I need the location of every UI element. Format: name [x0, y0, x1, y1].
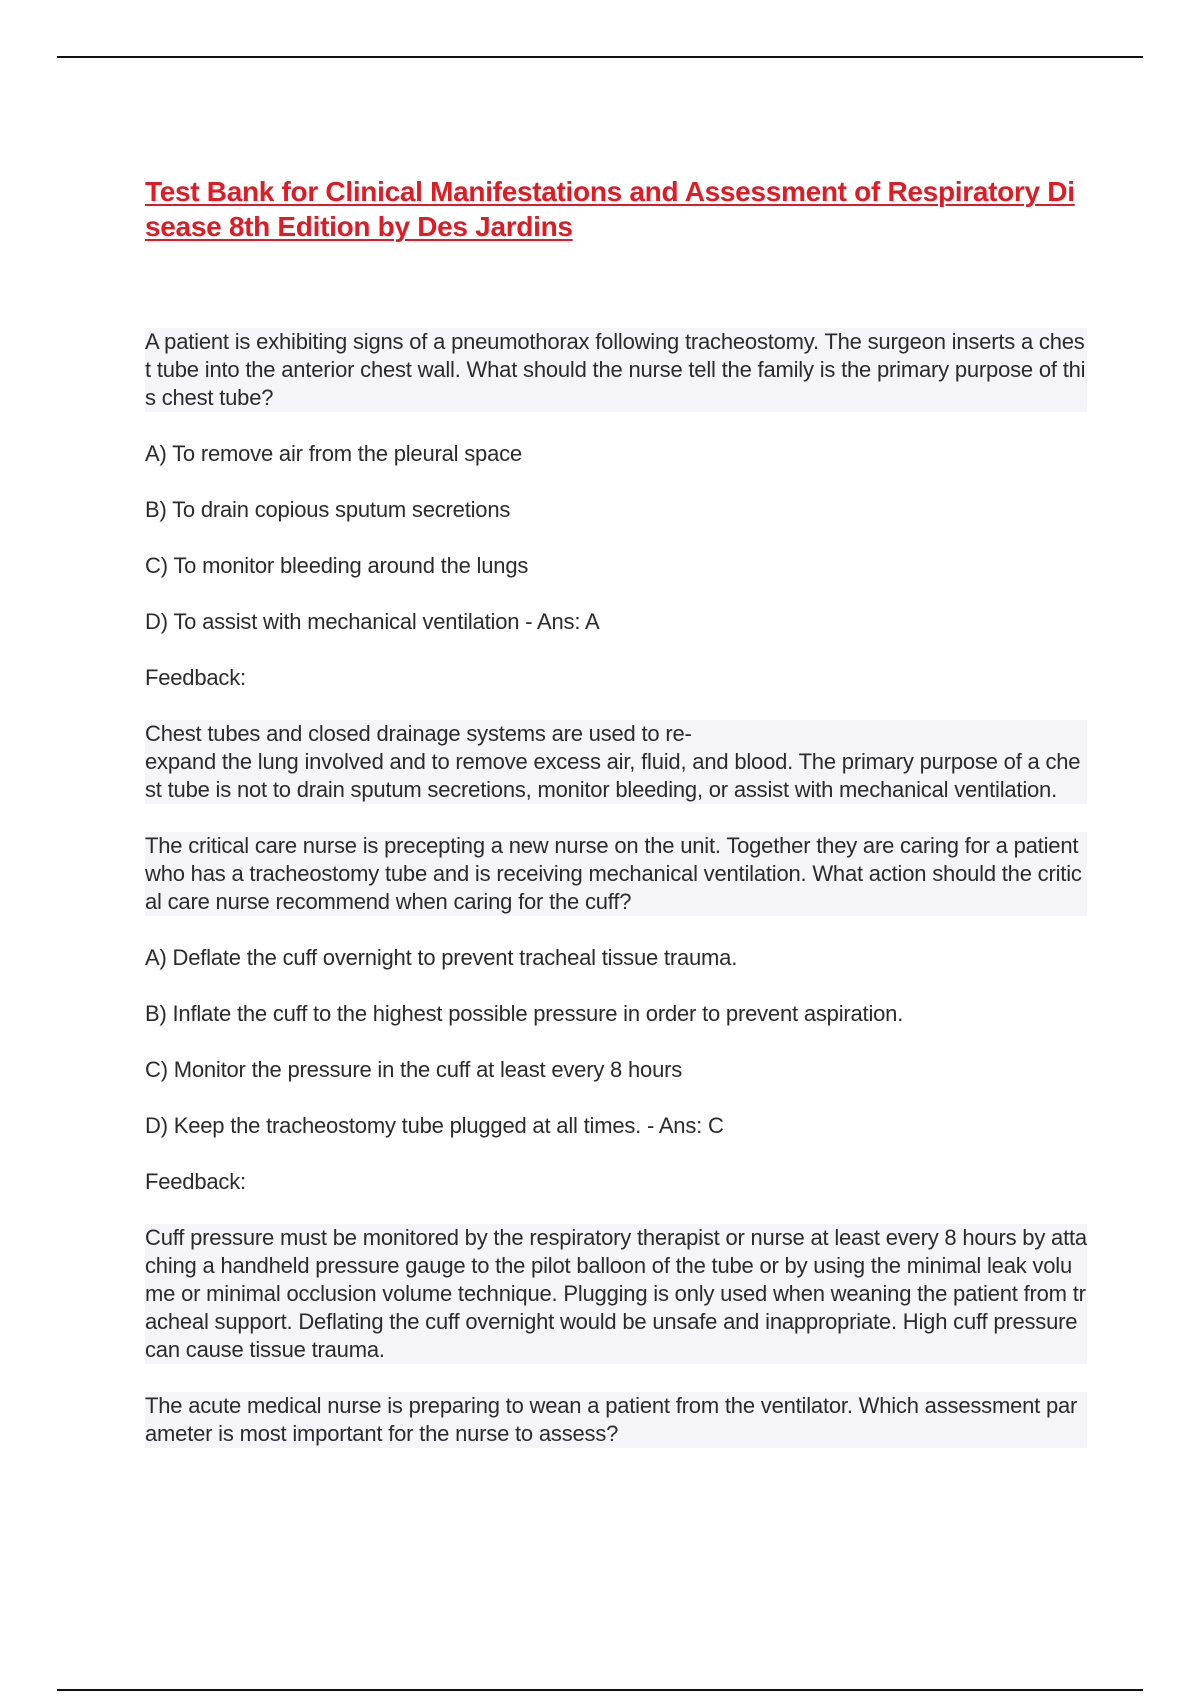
question-1-feedback-line-1: Chest tubes and closed drainage systems are used to re- [145, 721, 692, 746]
question-2-feedback-label: Feedback: [145, 1169, 246, 1194]
question-2-option-c: C) Monitor the pressure in the cuff at least every 8 hours [145, 1057, 683, 1082]
question-2-option-d: D) Keep the tracheostomy tube plugged at all times. - Ans: C [145, 1113, 724, 1138]
question-2-feedback-text: Cuff pressure must be monitored by the respiratory therapist or nurse at least every 8 hours by attaching a handheld pressure gauge to the pilot balloon of the tube or by using the minimal leak volume or minimal occlusion volume technique. Plugging is only used when weaning the patient from tracheal support. Deflating the cuff overnight would be unsafe and inappropriate. High cuff pressure can cause tissue trauma. [145, 1225, 1087, 1362]
question-2-option-a: A) Deflate the cuff overnight to prevent tracheal tissue trauma. [145, 945, 738, 970]
header-rule [57, 56, 1143, 58]
question-1-option-a: A) To remove air from the pleural space [145, 441, 522, 466]
question-1-feedback-text [145, 720, 1087, 804]
question-1-option-c: C) To monitor bleeding around the lungs [145, 553, 529, 578]
document-title[interactable]: Test Bank for Clinical Manifestations and Assessment of Respiratory Disease 8th Edition by Des Jardins [145, 176, 1075, 242]
footer-rule [57, 1689, 1143, 1691]
question-1-option-d: D) To assist with mechanical ventilation - Ans: A [145, 609, 600, 634]
question-1-option-b: B) To drain copious sputum secretions [145, 497, 511, 522]
question-2-stem: The critical care nurse is precepting a new nurse on the unit. Together they are caring for a patient who has a tracheostomy tube and is receiving mechanical ventilation. What action should the critical care nurse recommend when caring for the cuff? [145, 832, 1087, 916]
question-2-option-b: B) Inflate the cuff to the highest possible pressure in order to prevent aspiration. [145, 1001, 904, 1026]
question-1-feedback-line-2: expand the lung involved and to remove excess air, fluid, and blood. The primary purpose of a chest tube is not to drain sputum secretions, monitor bleeding, or assist with mechanical ventilation. [145, 749, 1081, 802]
question-3-stem: The acute medical nurse is preparing to wean a patient from the ventilator. Which assessment parameter is most important for the nurse to assess? [145, 1392, 1087, 1448]
question-1-feedback-label: Feedback: [145, 665, 246, 690]
question-1-stem: A patient is exhibiting signs of a pneumothorax following tracheostomy. The surgeon inserts a chest tube into the anterior chest wall. What should the nurse tell the family is the primary purpose of this chest tube? [145, 329, 1086, 410]
document-body [145, 328, 1087, 1476]
